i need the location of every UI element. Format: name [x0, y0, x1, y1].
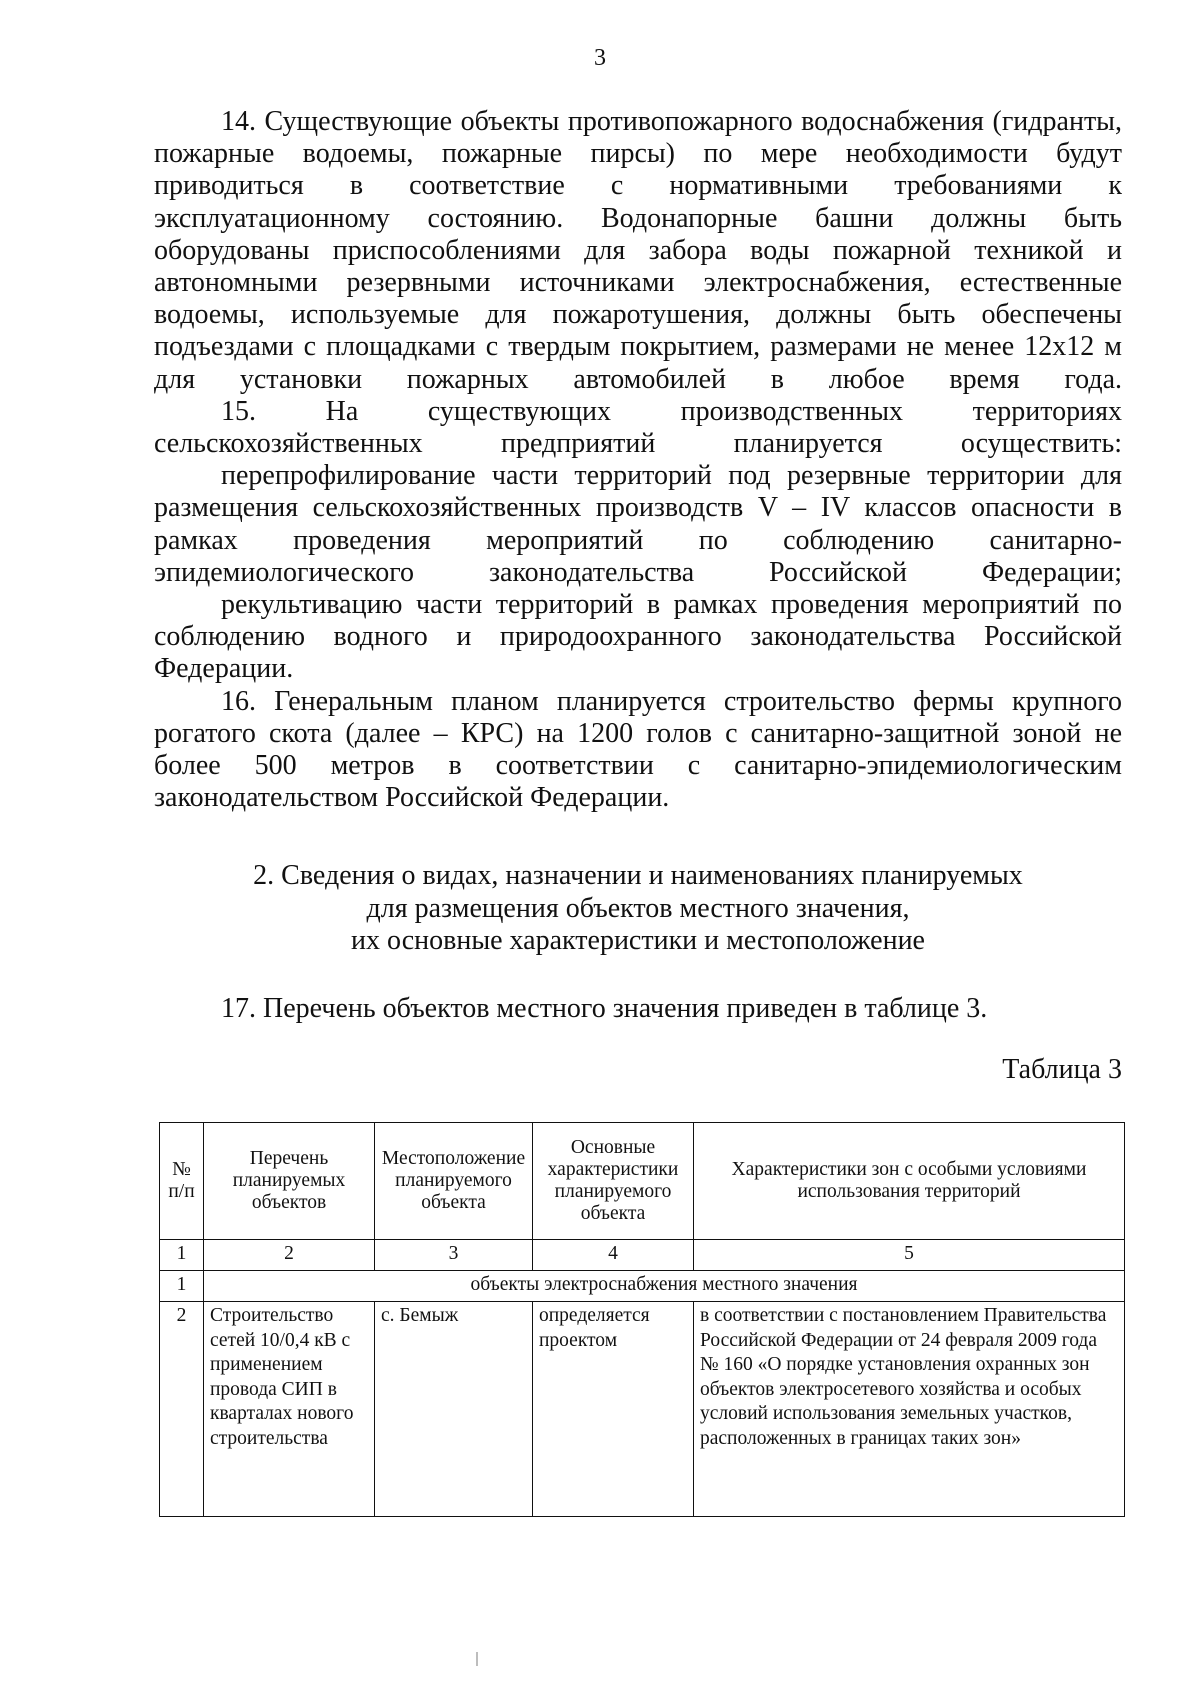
section-heading-line: для размещения объектов местного значения, — [366, 892, 910, 924]
object-cell: Строительство сетей 10/0,4 кВ с применением провода СИП в кварталах нового строительства — [204, 1302, 375, 1517]
column-number: 5 — [694, 1240, 1125, 1271]
paragraph-16: 16. Генеральным планом планируется строительство фермы крупного рогатого скота (далее – КРС) на 1200 голов с санитарно-защитной зоной не более 500 метров в соответствии с санитарно-эпидемиологическим законодательством Российской Федерации. — [154, 685, 1122, 814]
paragraph-14: 14. Существующие объекты противопожарного водоснабжения (гидранты, пожарные водоемы, пожарные пирсы) по мере необходимости будут приводиться в соответствие с нормативными требованиями к эксплуатационному состоянию. Водонапорные башни должны быть оборудованы приспособлениями для забора воды пожарной техникой и автономными резервными источниками электроснабжения, естественные водоемы, используемые для пожаротушения, должны быть обеспечены подъездами с площадками с твердым покрытием, размерами не менее 12х12 м для установки пожарных автомобилей в любое время года. — [154, 106, 1122, 395]
row-number: 2 — [160, 1302, 204, 1517]
section-heading-line: 2. Сведения о видах, назначении и наименованиях планируемых — [253, 860, 1023, 891]
column-numbers-row — [160, 1240, 1125, 1271]
group-number: 1 — [160, 1271, 204, 1302]
zones-cell: в соответствии с постановлением Правительства Российской Федерации от 24 февраля 2009 года № 160 «О порядке установления охранных зон объектов электросетевого хозяйства и особых условий использования земельных участков, расположенных в границах таких зон» — [694, 1302, 1125, 1517]
table-caption: Таблица 3 — [1002, 1054, 1122, 1085]
header-cell-location: Местоположение планируемого объекта — [375, 1123, 533, 1240]
paragraph-17: 17. Перечень объектов местного значения приведен в таблице 3. — [221, 993, 988, 1024]
header-cell-objects: Перечень планируемых объектов — [204, 1123, 375, 1240]
characteristics-cell: определяется проектом — [533, 1302, 694, 1517]
group-label: объекты электроснабжения местного значения — [204, 1271, 1125, 1302]
column-number: 3 — [375, 1240, 533, 1271]
body-text — [154, 106, 1122, 814]
header-cell-zones: Характеристики зон с особыми условиями использования территорий — [694, 1123, 1125, 1240]
scan-mark — [476, 1652, 478, 1666]
column-number: 4 — [533, 1240, 694, 1271]
section-heading — [154, 860, 1122, 958]
paragraph-15: 15. На существующих производственных территориях сельскохозяйственных предприятий планируется осуществить: — [154, 395, 1122, 460]
objects-table — [159, 1122, 1125, 1517]
location-cell: с. Бемыж — [375, 1302, 533, 1517]
page-number: 3 — [594, 45, 606, 71]
header-cell-characteristics: Основные характеристики планируемого объекта — [533, 1123, 694, 1240]
paragraph-15-item-2: рекультивацию части территорий в рамках проведения мероприятий по соблюдению водного и природоохранного законодательства Российской Федерации. — [154, 589, 1122, 685]
column-number: 1 — [160, 1240, 204, 1271]
table-row — [160, 1302, 1125, 1517]
column-number: 2 — [204, 1240, 375, 1271]
table-header-row — [160, 1123, 1125, 1240]
header-cell-number: № п/п — [160, 1123, 204, 1240]
paragraph-15-item-1: перепрофилирование части территорий под резервные территории для размещения сельскохозяйственных производств V – IV классов опасности в рамках проведения мероприятий по соблюдению санитарно- эпидемиологического законодательства Российской Федерации; — [154, 460, 1122, 588]
section-heading-line: их основные характеристики и местоположение — [351, 925, 925, 956]
table-group-row — [160, 1271, 1125, 1302]
